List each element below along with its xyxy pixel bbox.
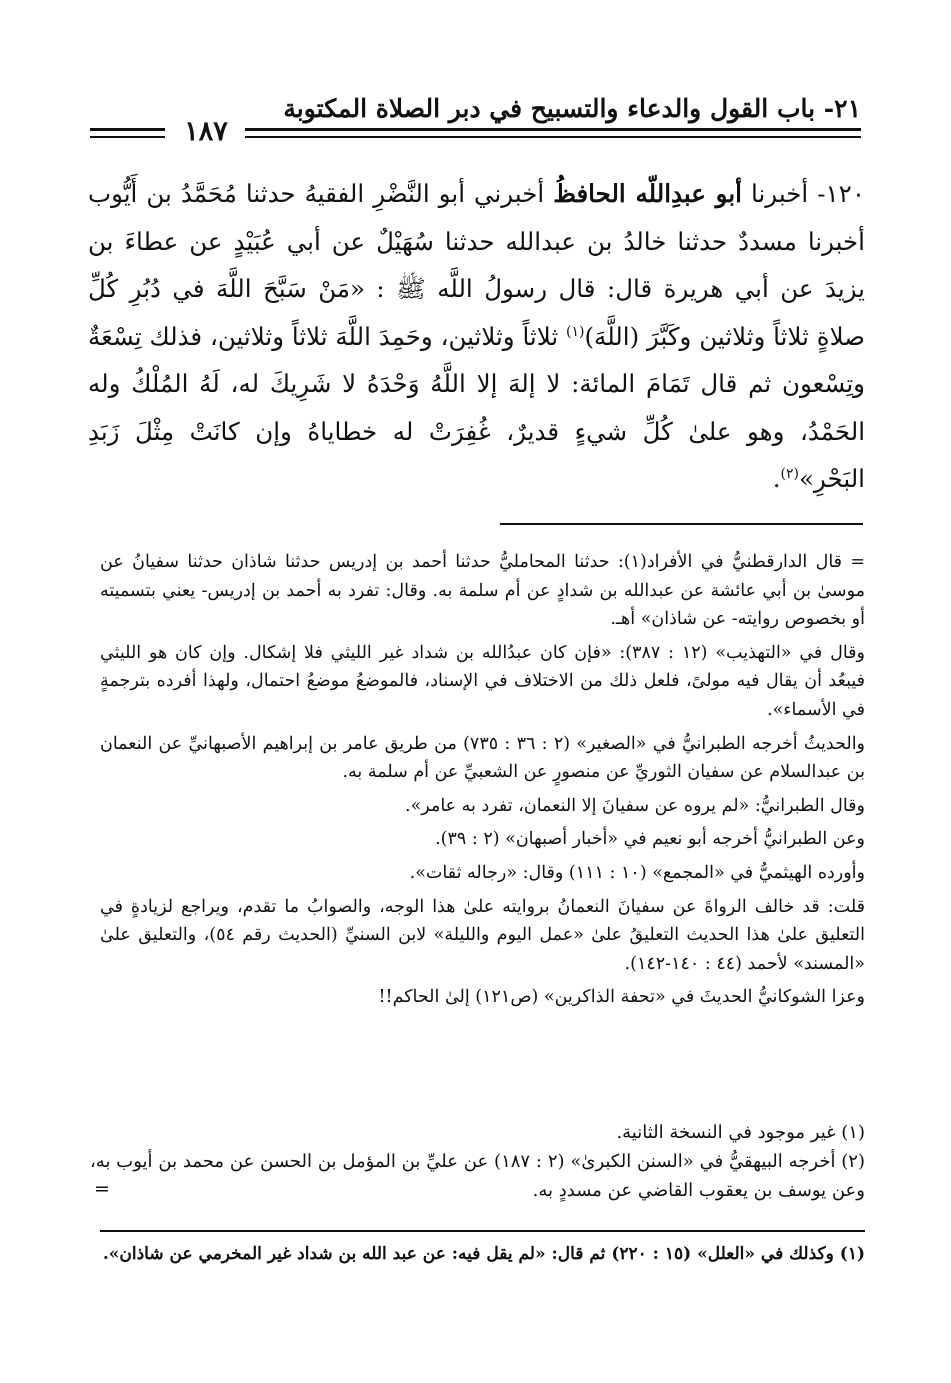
header-rule (245, 128, 861, 131)
page-number: ١٨٧ (184, 116, 228, 147)
footnote-ref-1: (١) (566, 323, 585, 340)
hadith-intro: أخبرنا (751, 179, 809, 208)
footnote-1: (١) غير موجود في النسخة الثانية. (616, 1122, 865, 1143)
hadith-body-continued: ثلاثاً وثلاثين، وحَمِدَ اللَّهَ ثلاثاً وثلاثين، فذلك تِسْعَةٌ وتِسْعون ثم قال تَمَامَ المائة: لا إلهَ إلا اللَّهُ وَحْدَهُ لا شَرِيكَ له، لَهُ المُلْكُ وله الحَمْدُ، وهو علىٰ كُلِّ شيءٍ قديرٌ، غُفِرَتْ له خطاياهُ وإن كانَتْ مِثْلَ زَبَدِ البَحْرِ» (88, 321, 865, 493)
lower-footnote: (١) وكذلك في «العلل» (١٥ : ٢٢٠) ثم قال: «لم يقل فيه: عن عبد الله بن شداد غير المخرمي عن شاذان». (102, 1244, 865, 1264)
commentary-block (100, 548, 865, 1012)
commentary-paragraph: وأورده الهيثميُّ في «المجمع» (١٠ : ١١١) وقال: «رجاله ثقات». (409, 862, 865, 883)
continuation-mark: = (94, 1178, 110, 1200)
commentary-paragraph: والحديثُ أخرجه الطبرانيُّ في «الصغير» (٢ : ٣٦ : ٧٣٥) من طريق عامر بن إبراهيم الأصبهانيِّ عن النعمان بن عبدالسلام عن سفيان الثوريِّ عن منصورٍ عن الشعبيِّ عن أم سلمة به. (100, 733, 866, 783)
main-text-rule (500, 523, 863, 525)
commentary-paragraph: = قال الدارقطنيُّ في الأفراد(١): حدثنا المحامليُّ حدثنا أحمد بن إدريس حدثنا شاذان حدثنا سفيانُ عن موسىٰ بن أبي عائشة عن عبدالله بن شدادٍ عن أم سلمة به. وقال: تفرد به أحمد بن إدريس- يعني بتسميته أو بخصوص روايته- عن شاذان» أهـ. (100, 552, 865, 630)
commentary-paragraph: وقال في «التهذيب» (١٢ : ٣٨٧): «فإن كان عبدُالله بن شداد غير الليثي فلا إشكال. وإن كان هو الليثي فيبعُد أن يقال فيه مولىً، فلعل ذلك من الاختلاف في الإسناد، فالموضعُ موضعُ احتمال، ولهذا أفرده بترجمةٍ في الأسماء». (100, 642, 865, 720)
commentary-paragraph: وقال الطبرانيُّ: «لم يروه عن سفيانَ إلا النعمان، تفرد به عامر». (405, 795, 865, 816)
chapter-title: ٢١- باب القول والدعاء والتسبيح في دبر الصلاة المكتوبة (283, 94, 861, 123)
hadith-text (88, 170, 865, 503)
page-number-rule (90, 128, 165, 131)
footnote-ref-2: (٢) (780, 466, 799, 482)
footnotes (90, 1118, 865, 1205)
commentary-paragraph: وعن الطبرانيُّ أخرجه أبو نعيم في «أخبار أصبهان» (٢ : ٣٩). (435, 829, 865, 850)
commentary-paragraph: وعزا الشوكانيُّ الحديثَ في «تحفة الذاكرين» (ص١٢١) إلىٰ الحاكم!! (378, 987, 865, 1008)
hadith-narrator: أبو عبدِاللّه الحافظُ (553, 179, 742, 208)
footnote-rule (100, 1230, 865, 1232)
page-number-rule-thin (90, 136, 165, 138)
hadith-end: . (772, 464, 781, 493)
header-rule-thin (245, 136, 861, 138)
hadith-number: ١٢٠- (817, 179, 865, 208)
hadith-body: أخبرني أبو النَّضْرِ الفقيهُ حدثنا مُحَمَّدُ بن أَيُّوب أخبرنا مسددٌ حدثنا خالدُ بن عبدالله حدثنا سُهَيْلٌ عن أبي عُبَيْدٍ عن عطاءَ بن يزيدَ عن أبي هريرة قال: قال رسولُ اللَّه ﷺ : «مَنْ سَبَّحَ اللَّهَ في دُبُرِ كُلِّ صلاةٍ ثلاثاً وثلاثين وكَبَّرَ (اللَّهَ) (88, 179, 865, 351)
commentary-paragraph: قلت: قد خالف الرواةَ عن سفيانَ النعمانُ بروايته علىٰ هذا الوجه، والصوابُ ما تقدم، ويراجع لزيادةٍ في التعليق علىٰ هذا الحديث التعليقُ علىٰ «عمل اليوم والليلة» لابن السنيِّ (الحديث رقم ٥٤)، والتعليق علىٰ «المسند» لأحمد (٤٤ : ١٤٠-١٤٢). (100, 896, 865, 974)
footnote-2: (٢) أخرجه البيهقيُّ في «السنن الكبرىٰ» (٢ : ١٨٧) عن عليِّ بن المؤمل بن الحسن عن محمد بن أيوب به، وعن يوسف بن يعقوب القاضي عن مسددٍ به. (90, 1151, 865, 1201)
